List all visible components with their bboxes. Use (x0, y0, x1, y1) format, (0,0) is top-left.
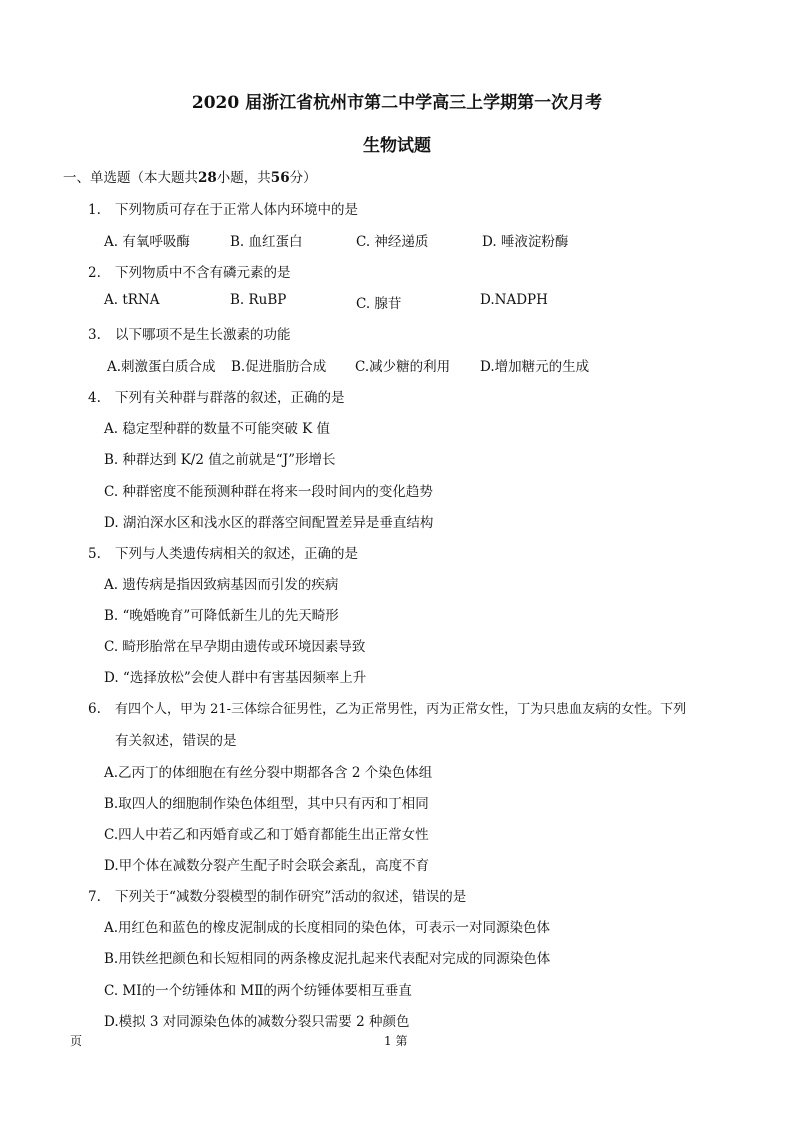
option: A.用红色和蓝色的橡皮泥制成的长度相同的染色体，可表示一对同源染色体 (104, 920, 551, 936)
option: C. MⅠ的一个纺锤体和 MⅡ的两个纺锤体要相互垂直 (104, 983, 412, 999)
question-stem: 下列关于“减数分裂模型的制作研究”活动的叙述，错误的是 (115, 889, 467, 905)
option: B.促进脂肪合成 (231, 359, 327, 375)
exam-title: 2020 届浙江省杭州市第二中学高三上学期第一次月考 (191, 93, 603, 113)
option: B. “晚婚晚育”可降低新生儿的先天畸形 (104, 608, 339, 624)
question-2 (88, 261, 728, 281)
option: D. 唾液淀粉酶 (482, 234, 569, 250)
option: D. “选择放松”会使人群中有害基因频率上升 (104, 670, 367, 686)
option: D.增加糖元的生成 (480, 359, 590, 375)
exam-subtitle: 生物试题 (363, 136, 431, 156)
option: C. 腺苷 (356, 296, 402, 312)
option: C. 神经递质 (356, 234, 429, 250)
question-stem: 下列与人类遗传病相关的叙述，正确的是 (115, 546, 358, 562)
question-3 (88, 323, 728, 343)
question-number: 3. (88, 327, 101, 343)
section-count: 28 (198, 170, 217, 186)
option: C.减少糖的利用 (355, 359, 451, 375)
question-number: 7. (88, 889, 101, 905)
option: D.模拟 3 对同源染色体的减数分裂只需要 2 种颜色 (104, 1014, 410, 1030)
option: C.四人中若乙和丙婚育或乙和丁婚育都能生出正常女性 (104, 827, 429, 843)
option: A.乙丙丁的体细胞在有丝分裂中期都各含 2 个染色体组 (104, 765, 433, 781)
option: C. 种群密度不能预测种群在将来一段时间内的变化趋势 (104, 484, 433, 500)
option: A.刺激蛋白质合成 (107, 359, 216, 375)
question-6 (88, 698, 738, 717)
question-4 (88, 386, 728, 406)
option: A. 稳定型种群的数量不可能突破 K 值 (104, 421, 330, 437)
question-stem: 下列物质可存在于正常人体内环境中的是 (115, 202, 358, 218)
option: B. 种群达到 K/2 值之前就是“J”形增长 (104, 452, 336, 468)
option: B. 血红蛋白 (230, 234, 303, 250)
option: C. 畸形胎常在早孕期由遗传或环境因素导致 (104, 639, 366, 655)
option: D. 湖泊深水区和浅水区的群落空间配置差异是垂直结构 (104, 515, 434, 531)
section-suffix: 分） (289, 170, 317, 186)
option: A. tRNA (104, 292, 160, 308)
option: B.取四人的细胞制作染色体组型，其中只有丙和丁相同 (104, 796, 429, 812)
question-number: 2. (88, 265, 101, 281)
page-number: 1 第 (384, 1034, 408, 1048)
question-number: 6. (88, 701, 101, 717)
question-1 (88, 198, 728, 218)
option: B. RuBP (230, 292, 287, 308)
section-heading (63, 166, 317, 186)
question-stem-continued: 有关叙述，错误的是 (115, 733, 237, 749)
option: D.NADPH (480, 292, 548, 308)
question-7 (88, 885, 728, 905)
question-number: 1. (88, 202, 101, 218)
option: A. 遗传病是指因致病基因而引发的疾病 (104, 577, 339, 593)
option: D.甲个体在减数分裂产生配子时会联会紊乱，高度不育 (104, 858, 430, 874)
question-number: 4. (88, 390, 101, 406)
option: A. 有氧呼吸酶 (104, 234, 190, 250)
question-stem: 下列有关种群与群落的叙述，正确的是 (115, 390, 345, 406)
question-stem: 下列物质中不含有磷元素的是 (115, 265, 291, 281)
question-number: 5. (88, 546, 101, 562)
section-score: 56 (270, 170, 290, 186)
question-stem: 有四个人，甲为 21-三体综合征男性，乙为正常男性，丙为正常女性，丁为只患血友病的女性。下列 (115, 702, 687, 717)
option: B.用铁丝把颜色和长短相同的两条橡皮泥扎起来代表配对完成的同源染色体 (104, 951, 551, 967)
section-mid: 小题，共 (216, 170, 271, 186)
question-stem: 以下哪项不是生长激素的功能 (115, 327, 291, 343)
question-5 (88, 542, 728, 562)
section-prefix: 一、单选题（本大题共 (63, 170, 198, 186)
footer-left: 页 (70, 1034, 83, 1048)
